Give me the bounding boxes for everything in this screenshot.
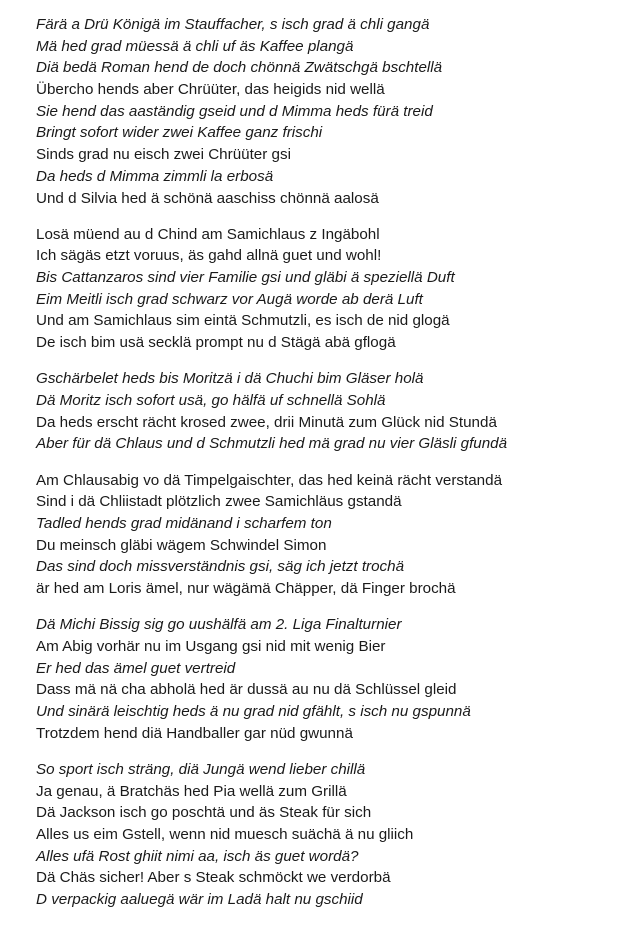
poem-line: So sport isch sträng, diä Jungä wend lieber chillä (36, 760, 366, 778)
poem (36, 14, 621, 925)
poem-line: Dä Jackson isch go poschtä und äs Steak für sich (36, 804, 372, 822)
stanza (36, 614, 621, 744)
poem-line: Bringt sofort wider zwei Kaffee ganz frischi (36, 124, 323, 142)
poem-line: Und d Silvia hed ä schönä aaschiss chönnä aalosä (36, 189, 379, 207)
poem-line: är hed am Loris ämel, nur wägämä Chäpper, dä Finger brochä (36, 580, 456, 597)
poem-line: D verpackig aaluegä wär im Ladä halt nu gschiid (36, 890, 363, 908)
poem-line: Eim Meitli isch grad schwarz vor Augä worde ab derä Luft (36, 290, 423, 308)
poem-line: Er hed das ämel guet vertreid (36, 659, 236, 677)
poem-line: Am Chlausabig vo dä Timpelgaischter, das hed keinä rächt verstandä (36, 471, 503, 489)
poem-line: Dass mä nä cha abholä hed är dussä au nu dä Schlüssel gleid (36, 681, 457, 699)
poem-line: Trotzdem hend diä Handballer gar nüd gwunnä (36, 724, 353, 742)
poem-line: Bis Cattanzaros sind vier Familie gsi und gläbi ä speziellä Duft (36, 269, 455, 287)
poem-line: Ja genau, ä Bratchäs hed Pia wellä zum Grillä (36, 782, 347, 800)
poem-line: Sind i dä Chliistadt plötzlich zwee Samichläus gstandä (36, 493, 402, 511)
poem-line: Da heds d Mimma zimmli la erbosä (36, 167, 274, 185)
poem-line: Und am Samichlaus sim eintä Schmutzli, es isch de nid glogä (36, 312, 450, 330)
poem-line: Alles ufä Rost ghiit nimi aa, isch äs guet wordä? (36, 847, 359, 865)
poem-line: Aber für dä Chlaus und d Schmutzli hed mä grad nu vier Gläsli gfundä (36, 435, 508, 453)
poem-line: Losä müend au d Chind am Samichlaus z Ingäbohl (36, 225, 380, 243)
poem-line: Dä Chäs sicher! Aber s Steak schmöckt we verdorbä (36, 869, 391, 887)
poem-line: Mä hed grad müessä ä chli uf äs Kaffee plangä (36, 37, 354, 55)
poem-line: Und sinärä leischtig heds ä nu grad nid gfählt, s isch nu gspunnä (36, 702, 471, 720)
poem-line: Dä Moritz isch sofort usä, go hälfä uf schnellä Sohlä (36, 392, 386, 409)
poem-line: Das sind doch missverständnis gsi, säg ich jetzt trochä (36, 558, 405, 576)
poem-line: Tadled hends grad midänand i scharfem ton (36, 514, 332, 532)
poem-line: Du meinsch gläbi wägem Schwindel Simon (36, 536, 327, 554)
stanza (36, 368, 621, 455)
stanza (36, 759, 621, 911)
poem-line: Gschärbelet heds bis Moritzä i dä Chuchi bim Gläser holä (36, 370, 424, 388)
poem-line: Sinds grad nu eisch zwei Chrüüter gsi (36, 146, 291, 164)
poem-line: Übercho hends aber Chrüüter, das heigids nid wellä (36, 81, 385, 99)
poem-line: Da heds erscht rächt krosed zwee, drii Minutä zum Glück nid Stundä (36, 413, 497, 431)
poem-line: Alles us eim Gstell, wenn nid muesch suächä ä nu gliich (36, 825, 414, 843)
poem-line: Ich sägäs etzt voruus, äs gahd allnä guet und wohl! (36, 247, 382, 265)
stanza (36, 14, 621, 209)
poem-line: Diä bedä Roman hend de doch chönnä Zwätschgä bschtellä (36, 59, 443, 77)
poem-line: Am Abig vorhär nu im Usgang gsi nid mit wenig Bier (36, 637, 386, 655)
poem-line: Sie hend das aaständig gseid und d Mimma heds fürä treid (36, 102, 433, 120)
stanza (36, 470, 621, 600)
poem-line: De isch bim usä secklä prompt nu d Stägä abä gflogä (36, 334, 396, 352)
poem-line: Dä Michi Bissig sig go uushälfä am 2. Liga Finalturnier (36, 616, 402, 634)
poem-line: Färä a Drü Königä im Stauffacher, s isch grad ä chli gangä (36, 16, 430, 33)
stanza (36, 224, 621, 354)
